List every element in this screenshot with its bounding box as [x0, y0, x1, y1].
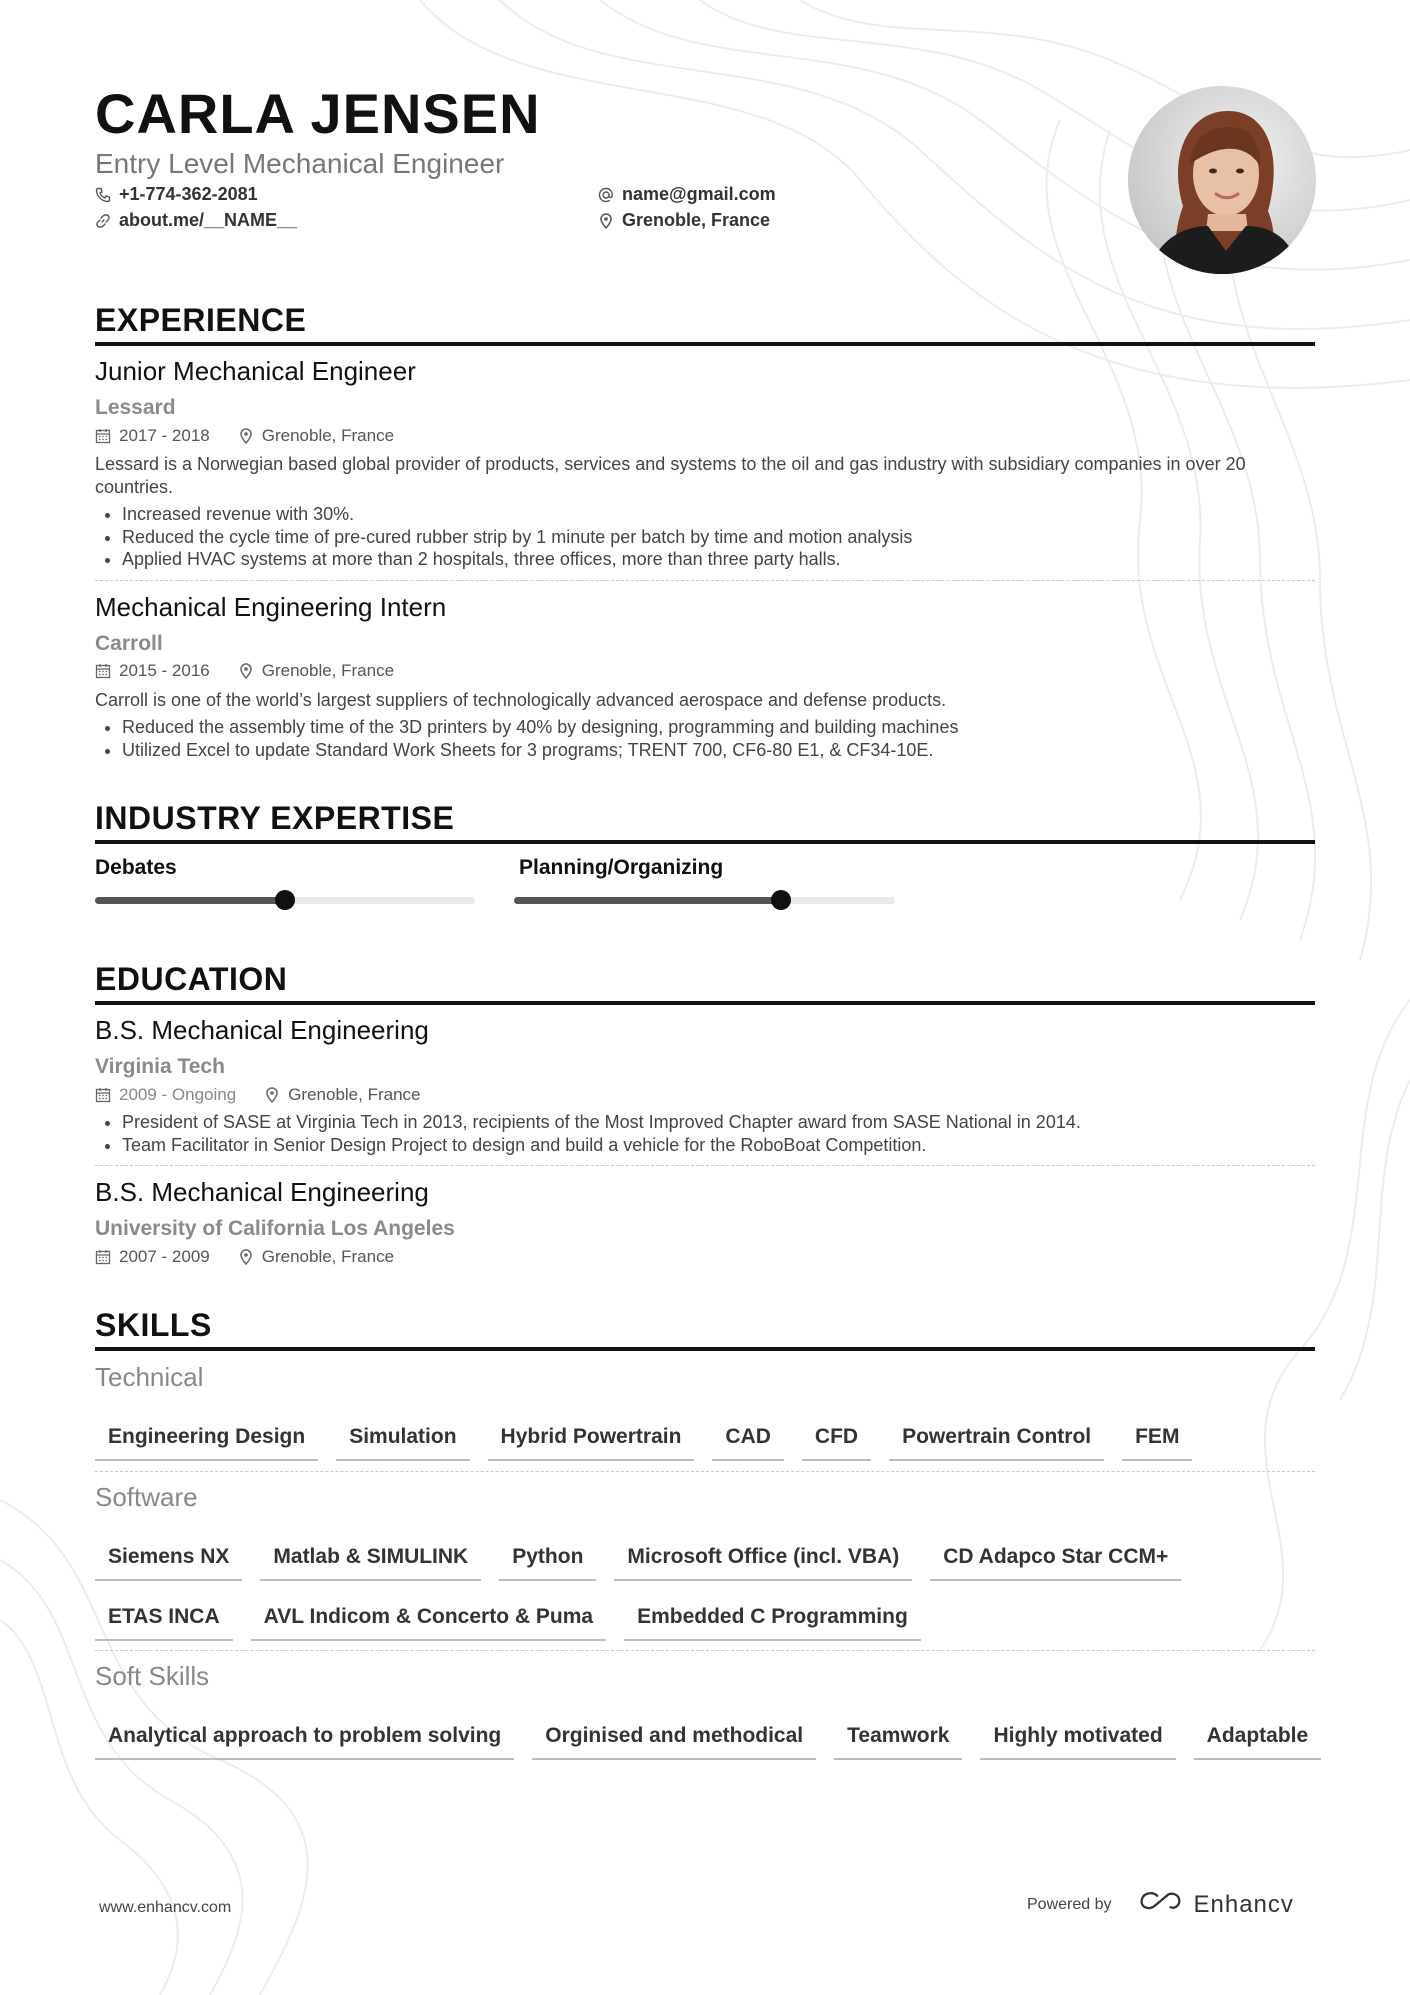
location-pin-icon: [238, 663, 254, 679]
edu-1-school: Virginia Tech: [95, 1055, 225, 1078]
location-contact: [598, 210, 770, 231]
candidate-name: CARLA JENSEN: [95, 82, 541, 145]
experience-divider: [95, 342, 1315, 346]
software-tags: [95, 1545, 1325, 1641]
job-1-bullets: [95, 503, 912, 571]
edu-2-meta: [95, 1247, 394, 1267]
skill-tag: Engineering Design: [95, 1425, 318, 1461]
skills-group-technical: Technical: [95, 1362, 204, 1392]
edu-2-dates: 2007 - 2009: [119, 1247, 210, 1266]
job-1-role: Junior Mechanical Engineer: [95, 356, 416, 386]
link-icon: [95, 213, 111, 229]
skill-tag: Microsoft Office (incl. VBA): [614, 1545, 912, 1581]
job-1-location: Grenoble, France: [261, 426, 395, 445]
edu-2-location: Grenoble, France: [261, 1247, 395, 1266]
expertise-label-debates: Debates: [95, 856, 177, 879]
job-1-bullet: • Applied HVAC systems at more than 2 hospitals, three offices, more than three party halls.: [122, 548, 912, 571]
footer-branding: [1027, 1890, 1294, 1920]
expertise-label-planning: Planning/Organizing: [519, 856, 724, 879]
calendar-icon: [95, 1249, 111, 1265]
skills-heading: SKILLS: [95, 1307, 212, 1343]
job-separator: [95, 580, 1315, 581]
job-1-description: Lessard is a Norwegian based global provider of products, services and systems to the oil and gas industry with subsidiary companies in over 20 countries.: [95, 454, 1246, 497]
location-pin-icon: [264, 1087, 280, 1103]
experience-heading: EXPERIENCE: [95, 302, 307, 338]
candidate-title: Entry Level Mechanical Engineer: [95, 148, 505, 179]
at-icon: [598, 187, 614, 203]
job-2-role: Mechanical Engineering Intern: [95, 592, 447, 622]
expertise-heading: INDUSTRY EXPERTISE: [95, 800, 455, 836]
skill-tag: Python: [499, 1545, 596, 1581]
skills-group-soft: Soft Skills: [95, 1661, 210, 1691]
calendar-icon: [95, 663, 111, 679]
slider-fill: [514, 897, 781, 904]
edu-separator: [95, 1165, 1315, 1166]
link-text: about.me/__NAME__: [119, 210, 298, 230]
skills-divider: [95, 1347, 1315, 1351]
skill-tag: Highly motivated: [980, 1724, 1175, 1760]
slider-fill: [95, 897, 285, 904]
skill-tag: Hybrid Powertrain: [488, 1425, 695, 1461]
job-2-description: Carroll is one of the world’s largest suppliers of technologically advanced aerospace and defense products.: [95, 690, 947, 710]
edu-1-bullet: • Team Facilitator in Senior Design Project to design and build a vehicle for the RoboBoat Competition.: [122, 1134, 1081, 1157]
soft-skill-tags: [95, 1724, 1325, 1760]
expertise-divider: [95, 840, 1315, 844]
location-pin-icon: [238, 1249, 254, 1265]
job-2-location: Grenoble, France: [261, 661, 395, 680]
email-text: name@gmail.com: [622, 184, 776, 204]
brand-name: Enhancv: [1193, 1891, 1294, 1918]
skill-tag: ETAS INCA: [95, 1605, 233, 1641]
job-1-dates: 2017 - 2018: [119, 426, 210, 445]
education-heading: EDUCATION: [95, 961, 288, 997]
job-2-company: Carroll: [95, 632, 163, 655]
edu-1-bullets: [95, 1111, 1081, 1156]
job-2-bullet: • Utilized Excel to update Standard Work Sheets for 3 programs; TRENT 700, CF6-80 E1, & CF34-10E.: [122, 739, 958, 762]
skill-tag: Orginised and methodical: [532, 1724, 816, 1760]
slider-knob: [275, 890, 295, 910]
footer-website-link[interactable]: www.enhancv.com: [99, 1899, 232, 1916]
skill-tag: CFD: [802, 1425, 871, 1461]
skill-tag: Siemens NX: [95, 1545, 242, 1581]
location-text: Grenoble, France: [622, 210, 771, 230]
edu-1-location: Grenoble, France: [288, 1085, 421, 1104]
phone-contact[interactable]: [95, 184, 258, 205]
job-2-meta: [95, 661, 394, 681]
enhancv-logo-icon: [1138, 1890, 1184, 1920]
skill-tag: CD Adapco Star CCM+: [930, 1545, 1181, 1581]
profile-photo: [1128, 86, 1316, 274]
link-contact[interactable]: [95, 210, 297, 231]
powered-by-text: Powered by: [1027, 1896, 1112, 1913]
calendar-icon: [95, 1087, 111, 1103]
skill-tag: Matlab & SIMULINK: [260, 1545, 481, 1581]
education-divider: [95, 1001, 1315, 1005]
skill-tag: FEM: [1122, 1425, 1192, 1461]
skill-tag: Embedded C Programming: [624, 1605, 921, 1641]
edu-1-dates: 2009 - Ongoing: [119, 1085, 237, 1104]
edu-2-degree: B.S. Mechanical Engineering: [95, 1177, 429, 1207]
edu-1-bullet: • President of SASE at Virginia Tech in 2013, recipients of the Most Improved Chapter award from SASE National in 2014.: [122, 1111, 1081, 1134]
skill-tag: AVL Indicom & Concerto & Puma: [251, 1605, 606, 1641]
job-1-bullet: • Increased revenue with 30%.: [122, 503, 912, 526]
edu-1-degree: B.S. Mechanical Engineering: [95, 1015, 429, 1045]
job-2-dates: 2015 - 2016: [119, 661, 210, 680]
skill-tag: Simulation: [336, 1425, 469, 1461]
technical-tags: [95, 1425, 1325, 1461]
skill-tag: Adaptable: [1194, 1724, 1322, 1760]
job-2-bullets: [95, 716, 958, 761]
job-1-meta: [95, 426, 394, 446]
skills-separator: [95, 1650, 1315, 1651]
job-1-bullet: • Reduced the cycle time of pre-cured rubber strip by 1 minute per batch by time and motion analysis: [122, 526, 912, 549]
skills-separator: [95, 1471, 1315, 1472]
skill-tag: Teamwork: [834, 1724, 962, 1760]
phone-text: +1-774-362-2081: [119, 184, 258, 204]
job-2-bullet: • Reduced the assembly time of the 3D printers by 40% by designing, programming and building machines: [122, 716, 958, 739]
edu-2-school: University of California Los Angeles: [95, 1217, 455, 1240]
calendar-icon: [95, 428, 111, 444]
skill-tag: Analytical approach to problem solving: [95, 1724, 514, 1760]
job-1-company: Lessard: [95, 396, 176, 419]
slider-knob: [771, 890, 791, 910]
brand-logo[interactable]: [1138, 1890, 1294, 1920]
skill-tag: Powertrain Control: [889, 1425, 1104, 1461]
location-pin-icon: [238, 428, 254, 444]
phone-icon: [95, 187, 111, 203]
skills-group-software: Software: [95, 1482, 198, 1512]
location-pin-icon: [598, 213, 614, 229]
edu-1-meta: [95, 1085, 421, 1105]
email-contact[interactable]: [598, 184, 776, 205]
skill-tag: CAD: [712, 1425, 784, 1461]
